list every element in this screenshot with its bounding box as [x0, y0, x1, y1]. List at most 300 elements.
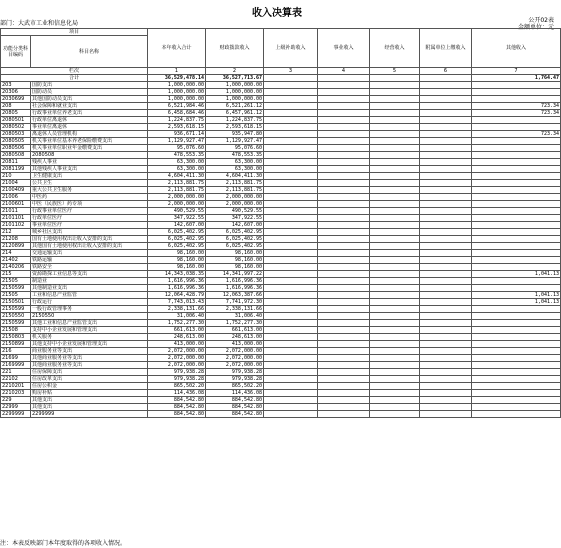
row-value [472, 313, 561, 320]
row-value: 1,041.13 [472, 271, 561, 278]
row-code: 21208 [1, 236, 31, 243]
row-value: 2,338,131.66 [148, 306, 206, 313]
row-value: 142,607.00 [148, 222, 206, 229]
row-value [370, 96, 420, 103]
header-row-project [1, 29, 561, 36]
row-name: 工业和信息产业监管 [31, 292, 148, 299]
row-value [264, 341, 318, 348]
row-value [370, 201, 420, 208]
row-value [472, 320, 561, 327]
row-name: 国防支出 [31, 82, 148, 89]
row-value [370, 110, 420, 117]
row-code: 2030699 [1, 96, 31, 103]
total-value [420, 75, 472, 82]
row-value [264, 278, 318, 285]
row-value [420, 362, 472, 369]
row-value [264, 271, 318, 278]
row-value [420, 166, 472, 173]
row-value [420, 250, 472, 257]
table-row [1, 243, 561, 250]
row-value [472, 215, 561, 222]
row-value [420, 103, 472, 110]
report-title: 收入决算表 [252, 8, 302, 19]
table-row [1, 229, 561, 236]
row-value [370, 152, 420, 159]
row-name: 其他支出 [31, 397, 148, 404]
row-value: 884,542.80 [206, 397, 264, 404]
row-value [420, 341, 472, 348]
row-value [472, 348, 561, 355]
row-value: 98,160.00 [206, 264, 264, 271]
row-value: 723.34 [472, 110, 561, 117]
row-value [318, 390, 370, 397]
row-value [420, 201, 472, 208]
row-value [472, 222, 561, 229]
row-value [472, 187, 561, 194]
row-value [318, 264, 370, 271]
table-row [1, 390, 561, 397]
row-value [264, 222, 318, 229]
col-header-6: 附属单位上缴收入 [420, 29, 472, 68]
row-value: 979,938.28 [206, 376, 264, 383]
row-code: 21006 [1, 194, 31, 201]
row-value [370, 243, 420, 250]
row-value [318, 362, 370, 369]
row-value: 2,000,000.00 [206, 201, 264, 208]
row-value: 661,613.00 [148, 327, 206, 334]
row-value [318, 397, 370, 404]
row-value [318, 236, 370, 243]
table-row [1, 397, 561, 404]
row-code: 22102 [1, 376, 31, 383]
row-value: 98,160.00 [206, 257, 264, 264]
row-name: 中医药 [31, 194, 148, 201]
table-row [1, 250, 561, 257]
table-row [1, 327, 561, 334]
row-value [370, 327, 420, 334]
row-value [472, 159, 561, 166]
row-value [420, 320, 472, 327]
col-header-3: 上级补助收入 [264, 29, 318, 68]
row-value [318, 348, 370, 355]
table-row [1, 208, 561, 215]
row-value [318, 89, 370, 96]
row-code: 2150599 [1, 285, 31, 292]
column-index: 7 [472, 68, 561, 75]
row-name: 住房保障支出 [31, 369, 148, 376]
column-index: 1 [148, 68, 206, 75]
row-value: 2,113,881.75 [206, 180, 264, 187]
row-name: 购房补贴 [31, 390, 148, 397]
row-value: 1,000,000.00 [148, 89, 206, 96]
row-value: 1,000,000.00 [206, 89, 264, 96]
row-value [318, 376, 370, 383]
row-value: 979,938.28 [148, 376, 206, 383]
col-header-5: 经营收入 [370, 29, 420, 68]
row-value: 98,160.00 [148, 264, 206, 271]
row-value [318, 271, 370, 278]
row-name: 制造业 [31, 278, 148, 285]
row-value [472, 201, 561, 208]
row-value: 6,025,402.95 [206, 236, 264, 243]
row-value [420, 180, 472, 187]
total-row [1, 75, 561, 82]
row-value [472, 383, 561, 390]
row-code: 2150599 [1, 306, 31, 313]
row-value [370, 124, 420, 131]
row-value [420, 278, 472, 285]
table-row [1, 383, 561, 390]
row-code: 2080505 [1, 138, 31, 145]
row-value [370, 166, 420, 173]
row-value [370, 180, 420, 187]
row-value [420, 152, 472, 159]
row-value [472, 278, 561, 285]
table-row [1, 362, 561, 369]
row-value [264, 89, 318, 96]
row-value [472, 257, 561, 264]
row-value [370, 278, 420, 285]
row-value: 2,000,000.00 [148, 201, 206, 208]
row-value [318, 82, 370, 89]
row-value [420, 236, 472, 243]
row-name: 其他工业和信息产业监管支出 [31, 320, 148, 327]
row-value: 2,000,000.00 [148, 194, 206, 201]
row-value [264, 124, 318, 131]
row-name: 资源勘探工业信息等支出 [31, 271, 148, 278]
row-value [318, 411, 370, 418]
row-value [318, 145, 370, 152]
table-row [1, 341, 561, 348]
row-code: 20306 [1, 89, 31, 96]
table-row [1, 271, 561, 278]
row-name: 行政运行 [31, 299, 148, 306]
table-row [1, 159, 561, 166]
row-code: 2080506 [1, 145, 31, 152]
row-value [264, 138, 318, 145]
row-value: 1,752,277.30 [206, 320, 264, 327]
row-value [264, 96, 318, 103]
table-row [1, 236, 561, 243]
row-value [318, 313, 370, 320]
row-name: 城乡社区支出 [31, 229, 148, 236]
row-value [370, 236, 420, 243]
row-value [318, 250, 370, 257]
row-value [318, 152, 370, 159]
row-value: 98,160.00 [206, 250, 264, 257]
row-value [318, 159, 370, 166]
row-value: 12,064,428.79 [148, 292, 206, 299]
row-value: 248,613.00 [206, 334, 264, 341]
row-value [472, 173, 561, 180]
row-value [472, 341, 561, 348]
row-value [472, 145, 561, 152]
row-value [370, 404, 420, 411]
row-value: 1,616,996.36 [206, 278, 264, 285]
row-value: 114,436.08 [206, 390, 264, 397]
row-value [264, 411, 318, 418]
row-value: 4,604,411.30 [148, 173, 206, 180]
row-value [264, 348, 318, 355]
row-value: 1,224,837.75 [206, 117, 264, 124]
row-value [264, 103, 318, 110]
row-value [370, 299, 420, 306]
row-value [420, 117, 472, 124]
row-value [264, 166, 318, 173]
row-value [370, 208, 420, 215]
row-value [420, 194, 472, 201]
row-value: 31,006.40 [148, 313, 206, 320]
row-value [420, 313, 472, 320]
row-code: 2080503 [1, 131, 31, 138]
row-value [370, 320, 420, 327]
row-name: 行政事业单位医疗 [31, 208, 148, 215]
row-code: 2080502 [1, 124, 31, 131]
row-value: 1,000,000.00 [206, 82, 264, 89]
row-value [264, 383, 318, 390]
row-code: 22999 [1, 404, 31, 411]
row-code: 221 [1, 369, 31, 376]
row-value [420, 397, 472, 404]
row-value [318, 285, 370, 292]
row-value [264, 152, 318, 159]
row-name: 一般行政管理事务 [31, 306, 148, 313]
row-value: 979,938.28 [148, 369, 206, 376]
row-code: 2080508 [1, 152, 31, 159]
row-value [370, 257, 420, 264]
row-value: 413,000.00 [206, 341, 264, 348]
row-name: 机关服务 [31, 334, 148, 341]
row-value [370, 271, 420, 278]
row-value: 14,341,997.22 [206, 271, 264, 278]
row-name: 其他国有土地使用权出让收入安排的支出 [31, 243, 148, 250]
row-value [264, 131, 318, 138]
row-name: 机关事业单位职业年金缴费支出 [31, 145, 148, 152]
row-value [318, 166, 370, 173]
row-code: 214 [1, 250, 31, 257]
table-row [1, 194, 561, 201]
row-name: 商业服务业等支出 [31, 348, 148, 355]
column-index: 5 [370, 68, 420, 75]
row-value [264, 145, 318, 152]
total-value: 36,527,713.67 [206, 75, 264, 82]
row-value [370, 285, 420, 292]
row-value [370, 306, 420, 313]
row-code: 2100601 [1, 201, 31, 208]
table-row [1, 404, 561, 411]
row-value: 884,542.80 [206, 404, 264, 411]
row-code: 2080501 [1, 117, 31, 124]
row-value: 2,072,000.00 [148, 348, 206, 355]
row-value: 63,300.00 [206, 166, 264, 173]
column-index: 4 [318, 68, 370, 75]
row-value: 884,542.80 [148, 397, 206, 404]
row-code: 2210203 [1, 390, 31, 397]
row-value: 478,553.35 [148, 152, 206, 159]
table-row [1, 257, 561, 264]
row-code: 21505 [1, 292, 31, 299]
row-value: 2,072,000.00 [148, 362, 206, 369]
row-name: 其他国防动员支出 [31, 96, 148, 103]
row-code: 212 [1, 229, 31, 236]
row-value [420, 257, 472, 264]
row-value [264, 180, 318, 187]
row-value: 7,743,013.43 [148, 299, 206, 306]
row-value [318, 334, 370, 341]
row-value [420, 383, 472, 390]
row-value: 14,343,038.35 [148, 271, 206, 278]
row-name: 国有土地使用权出让收入安排的支出 [31, 236, 148, 243]
row-code: 208 [1, 103, 31, 110]
row-value [318, 131, 370, 138]
table-row [1, 355, 561, 362]
column-index-row [1, 68, 561, 75]
row-value [420, 390, 472, 397]
row-code: 21508 [1, 327, 31, 334]
row-code: 2100409 [1, 187, 31, 194]
row-value [420, 124, 472, 131]
row-value [472, 369, 561, 376]
row-value: 884,542.80 [206, 411, 264, 418]
table-row [1, 376, 561, 383]
row-value [472, 229, 561, 236]
row-value: 2,338,131.66 [206, 306, 264, 313]
row-value [420, 110, 472, 117]
amount-unit: 金额单位：元 [517, 24, 554, 31]
table-row [1, 320, 561, 327]
row-value [264, 110, 318, 117]
row-code: 2150550 [1, 313, 31, 320]
row-value [318, 320, 370, 327]
total-value: 1,764.47 [472, 75, 561, 82]
row-name: 2080508 [31, 152, 148, 159]
row-value: 1,129,927.47 [206, 138, 264, 145]
row-name: 其他支出 [31, 404, 148, 411]
table-row [1, 313, 561, 320]
col-header-7: 其他收入 [472, 29, 561, 68]
row-value [472, 124, 561, 131]
row-code: 229 [1, 397, 31, 404]
row-code: 215 [1, 271, 31, 278]
row-value: 1,000,000.00 [148, 82, 206, 89]
column-index: 6 [420, 68, 472, 75]
row-code: 20811 [1, 159, 31, 166]
row-name: 公共卫生 [31, 180, 148, 187]
row-value [472, 404, 561, 411]
row-value: 478,553.35 [206, 152, 264, 159]
row-value: 63,300.00 [148, 159, 206, 166]
row-value [370, 411, 420, 418]
row-value [472, 243, 561, 250]
col-header-2: 财政拨款收入 [206, 29, 264, 68]
row-value: 63,300.00 [148, 166, 206, 173]
row-value [318, 257, 370, 264]
row-code: 2150899 [1, 341, 31, 348]
table-row [1, 152, 561, 159]
row-value: 347,922.55 [148, 215, 206, 222]
row-name: 事业单位医疗 [31, 222, 148, 229]
row-value [318, 173, 370, 180]
row-name: 其他制造业支出 [31, 285, 148, 292]
row-value [472, 264, 561, 271]
row-value [420, 222, 472, 229]
row-value [472, 390, 561, 397]
row-value: 6,521,984.46 [148, 103, 206, 110]
row-value [264, 306, 318, 313]
row-value [318, 208, 370, 215]
row-value [370, 376, 420, 383]
column-index: 3 [264, 68, 318, 75]
row-value [420, 271, 472, 278]
table-row [1, 145, 561, 152]
row-code: 2150803 [1, 334, 31, 341]
row-value [472, 180, 561, 187]
row-value: 12,063,387.66 [206, 292, 264, 299]
row-value [318, 369, 370, 376]
row-name: 中医（民族医）药专项 [31, 201, 148, 208]
row-value: 248,613.00 [148, 334, 206, 341]
row-value: 6,457,961.12 [206, 110, 264, 117]
table-row [1, 222, 561, 229]
row-value [370, 222, 420, 229]
row-value [370, 390, 420, 397]
row-value [420, 285, 472, 292]
row-name: 其他残疾人事业支出 [31, 166, 148, 173]
row-value [264, 327, 318, 334]
table-row [1, 117, 561, 124]
row-value: 884,542.80 [148, 411, 206, 418]
row-value [264, 194, 318, 201]
row-value: 6,025,402.95 [148, 236, 206, 243]
row-value [264, 236, 318, 243]
row-value [420, 327, 472, 334]
department-label: 部门：大武市工业和信息化局 [0, 20, 79, 27]
row-value: 723.34 [472, 103, 561, 110]
row-name: 其他商业服务业等支出 [31, 362, 148, 369]
row-value [370, 117, 420, 124]
row-value [264, 299, 318, 306]
row-value: 6,521,261.12 [206, 103, 264, 110]
row-code: 21505 [1, 278, 31, 285]
row-name: 离退休人员管理机构 [31, 131, 148, 138]
row-value [370, 292, 420, 299]
row-value: 935,947.80 [206, 131, 264, 138]
row-value [420, 131, 472, 138]
row-value [264, 257, 318, 264]
row-code: 216 [1, 348, 31, 355]
row-name: 卫生健康支出 [31, 173, 148, 180]
row-value [420, 411, 472, 418]
row-name: 行政单位医疗 [31, 215, 148, 222]
table-row [1, 124, 561, 131]
row-value [420, 82, 472, 89]
row-code: 2101102 [1, 222, 31, 229]
row-value [420, 96, 472, 103]
row-value: 98,160.00 [148, 257, 206, 264]
table-row [1, 110, 561, 117]
row-value [420, 145, 472, 152]
row-value [264, 285, 318, 292]
row-value: 142,607.00 [206, 222, 264, 229]
row-value: 1,616,996.36 [148, 278, 206, 285]
row-name: 其他支持中小企业发展和管理支出 [31, 341, 148, 348]
row-value: 413,000.00 [148, 341, 206, 348]
row-value [420, 208, 472, 215]
row-value: 2,113,881.75 [148, 187, 206, 194]
row-value: 95,076.60 [148, 145, 206, 152]
row-value [420, 173, 472, 180]
row-value [318, 138, 370, 145]
